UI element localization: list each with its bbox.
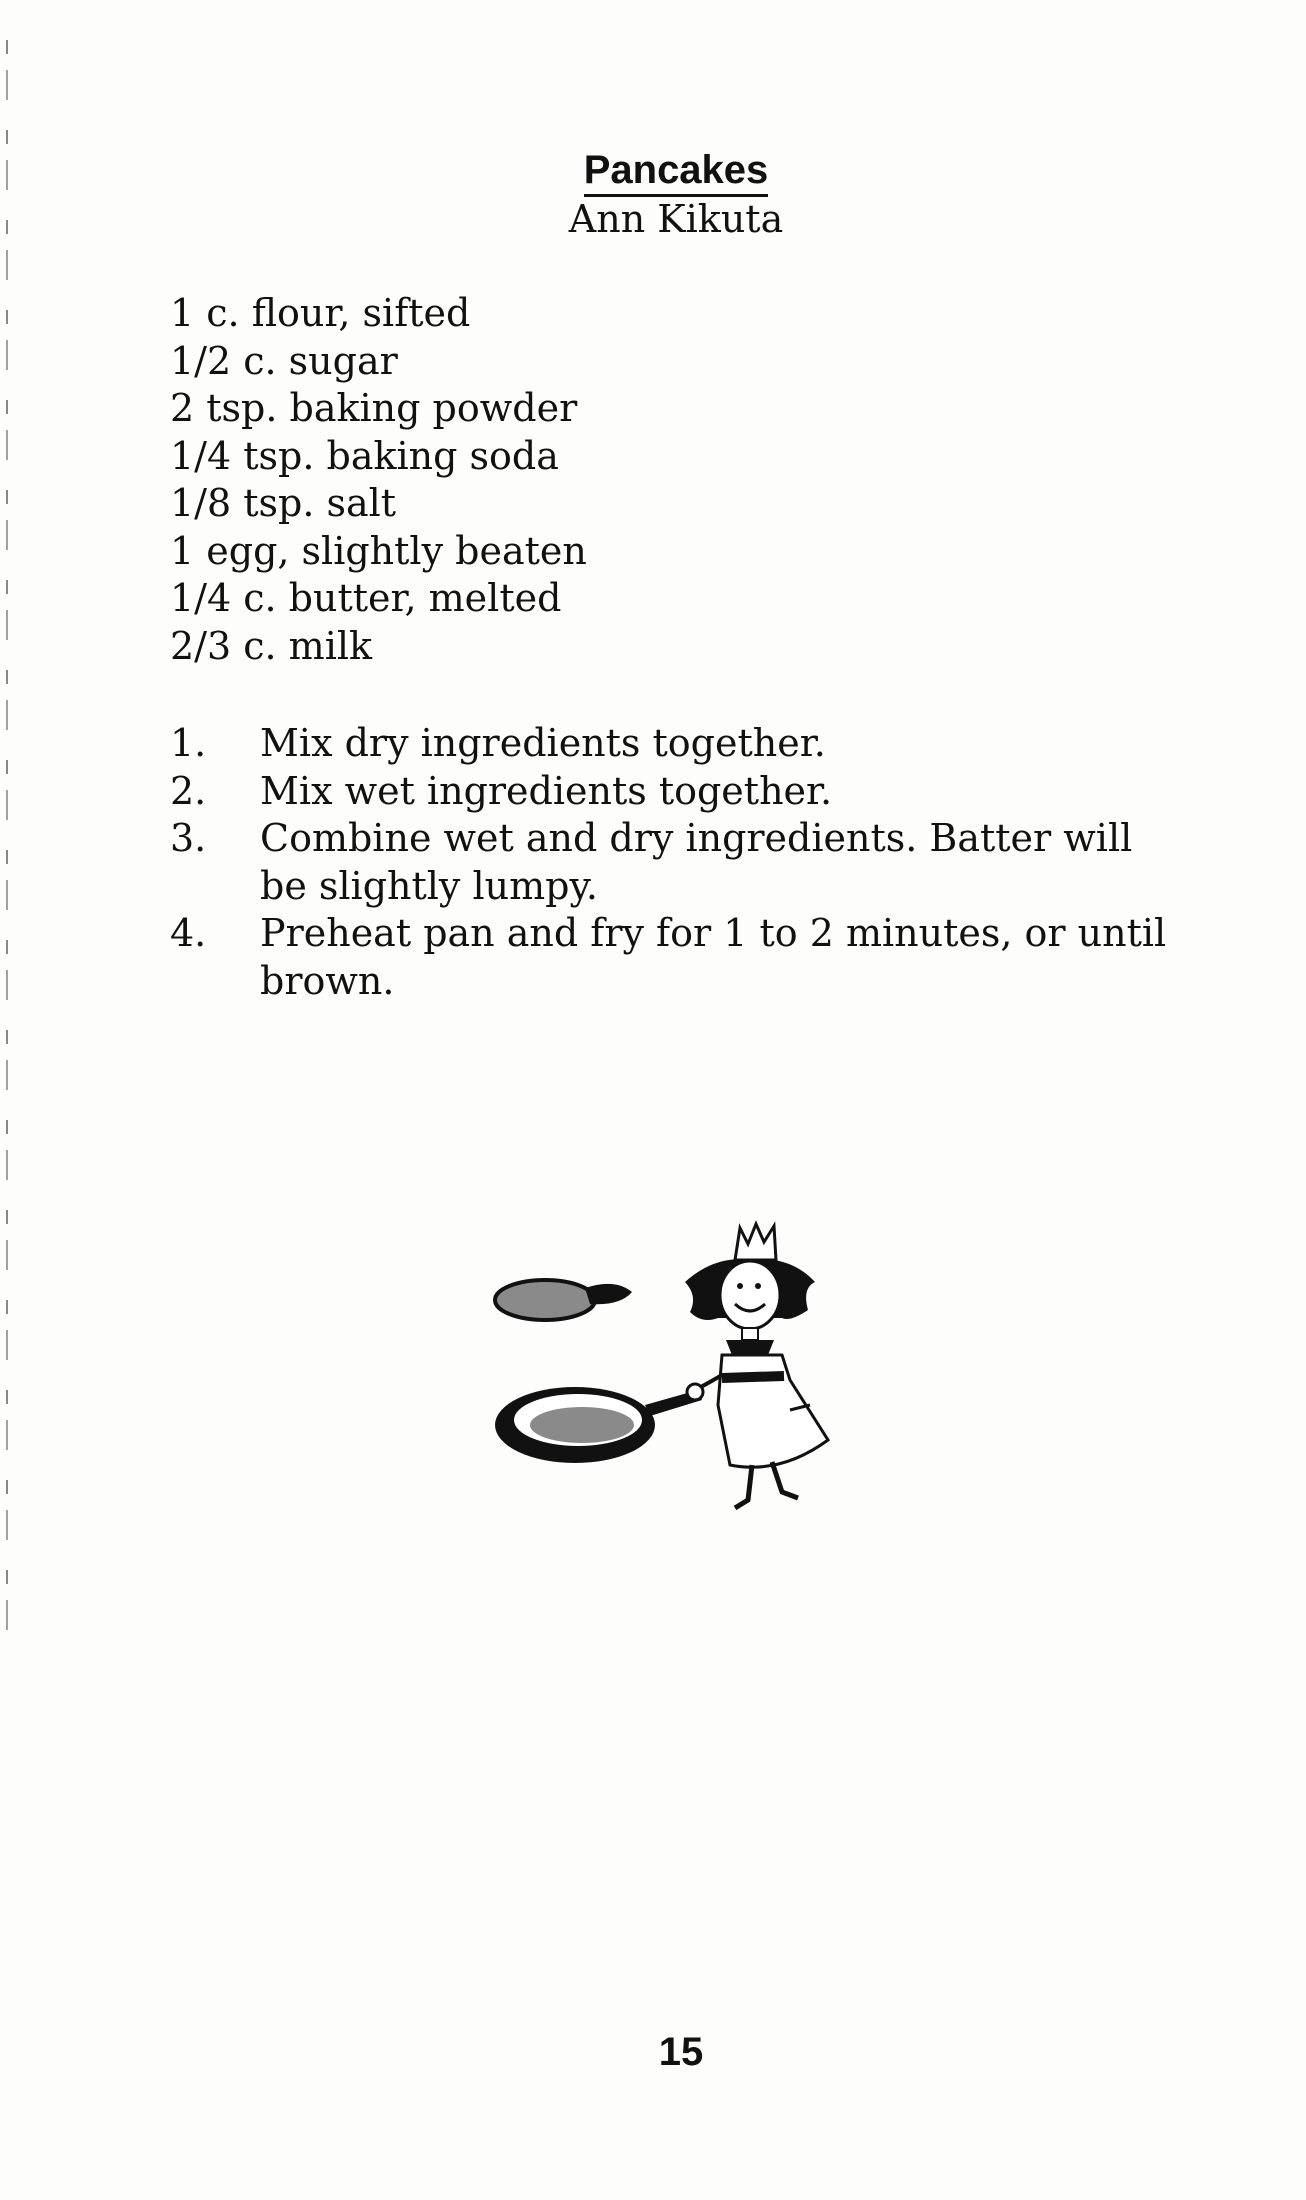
- step-number: 4.: [170, 911, 207, 955]
- step-number: 2.: [170, 768, 207, 813]
- ingredient-item: 2 tsp. baking powder: [170, 386, 578, 430]
- step-text: Mix wet ingredients together.: [260, 768, 833, 813]
- binding-edge: [6, 40, 8, 1640]
- ingredient-item: 2/3 c. milk: [170, 623, 373, 668]
- ingredient-item: 1/2 c. sugar: [170, 338, 398, 383]
- instruction-step: [170, 720, 1170, 768]
- instruction-step: [170, 768, 1170, 816]
- page-number: 15: [658, 2030, 704, 2074]
- instruction-step: [170, 815, 1170, 910]
- chef-figure-icon: [685, 1224, 828, 1508]
- ingredient-item: 1/4 tsp. baking soda: [170, 433, 559, 478]
- ingredient-item: 1 c. flour, sifted: [170, 291, 471, 335]
- step-number: 3.: [170, 816, 207, 860]
- ingredient-item: 1/4 c. butter, melted: [170, 576, 562, 620]
- instruction-list: [170, 720, 1170, 1005]
- chef-flipping-pancake-icon: [490, 1200, 860, 1550]
- pancake-icon: [495, 1280, 632, 1320]
- ingredient-item: 1 egg, slightly beaten: [170, 528, 587, 573]
- frying-pan-icon: [495, 1387, 702, 1463]
- step-number: 1.: [170, 721, 207, 765]
- recipe-title-text: Pancakes: [584, 148, 769, 197]
- ingredient-item: 1/8 tsp. salt: [170, 481, 397, 525]
- step-text: Preheat pan and fry for 1 to 2 minutes, or until brown.: [260, 911, 1167, 1003]
- recipe-author: Ann Kikuta: [568, 197, 784, 241]
- ingredient-list: [170, 290, 587, 670]
- recipe-title: [0, 150, 1306, 190]
- step-text: Mix dry ingredients together.: [260, 721, 826, 765]
- step-text: Combine wet and dry ingredients. Batter will be slightly lumpy.: [260, 816, 1133, 908]
- instruction-step: [170, 910, 1170, 1005]
